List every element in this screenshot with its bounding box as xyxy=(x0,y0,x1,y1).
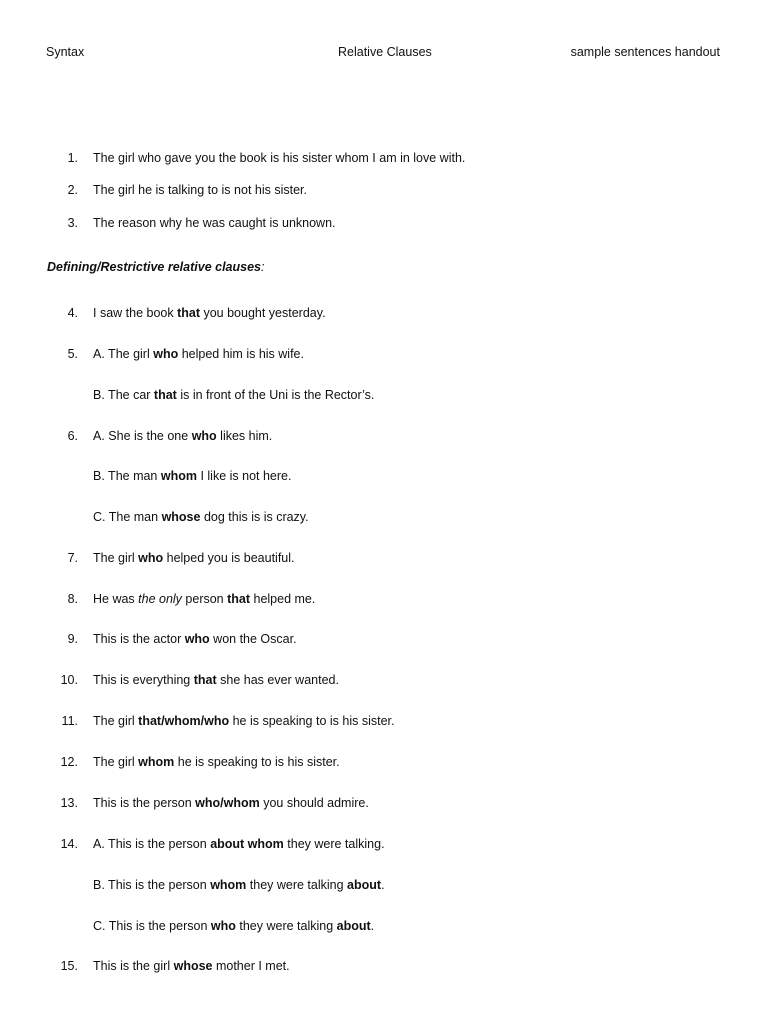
sentence-text xyxy=(93,918,374,934)
sentence-segment: I like is not here. xyxy=(196,469,292,483)
sentence-text xyxy=(93,468,291,484)
sentence-segment: The girl xyxy=(93,714,139,728)
sentence-text xyxy=(93,428,272,444)
header-topic: Relative Clauses xyxy=(338,45,432,59)
sentence-segment: is in front of the Uni is the Rector’s. xyxy=(176,388,375,402)
sentence-segment: they were talking. xyxy=(283,837,385,851)
sentence-segment: A. The girl xyxy=(93,347,154,361)
relative-pronoun: whom xyxy=(138,755,175,769)
sentence-segment: This is everything xyxy=(93,673,194,687)
sentence-segment: she has ever wanted. xyxy=(216,673,339,687)
sentence-segment: mother I met. xyxy=(212,959,290,973)
header-course: Syntax xyxy=(46,45,85,59)
sentence-number: 14. xyxy=(60,837,78,851)
relative-pronoun: that xyxy=(153,388,177,402)
sentence-number: 1. xyxy=(67,151,78,165)
sentence-number: 8. xyxy=(67,592,78,606)
sentence-segment: This is the girl xyxy=(93,959,174,973)
sentence-text xyxy=(93,150,465,166)
sentence-segment: The girl xyxy=(93,755,139,769)
sentence-segment: likes him. xyxy=(216,429,273,443)
sentence-segment: they were talking xyxy=(246,878,348,892)
sentence-text xyxy=(93,754,340,770)
sentence-text xyxy=(93,591,315,607)
sentence-segment: won the Oscar. xyxy=(209,632,297,646)
section-heading xyxy=(47,260,264,274)
sentence-segment: C. This is the person xyxy=(93,919,211,933)
relative-pronoun: that/whom/who xyxy=(138,714,230,728)
sentence-text xyxy=(93,877,385,893)
sentence-segment: This is the actor xyxy=(93,632,185,646)
sentence-segment: The reason why he was caught is unknown. xyxy=(93,216,336,230)
sentence-segment: B. The man xyxy=(93,469,161,483)
sentence-number: 10. xyxy=(60,673,78,687)
relative-pronoun: who xyxy=(191,429,217,443)
sentence-segment: The girl who gave you the book is his sister whom I am in love with. xyxy=(93,151,466,165)
sentence-segment: helped me. xyxy=(250,592,316,606)
sentence-segment: he is speaking to is his sister. xyxy=(174,755,340,769)
sentence-text xyxy=(93,672,339,688)
relative-pronoun: that xyxy=(227,592,251,606)
relative-pronoun: who xyxy=(153,347,179,361)
sentence-text xyxy=(93,958,290,974)
relative-pronoun: that xyxy=(177,306,200,320)
sentence-segment: He was xyxy=(93,592,139,606)
sentence-number: 5. xyxy=(67,347,78,361)
sentence-text xyxy=(93,215,336,231)
sentence-text xyxy=(93,836,385,852)
section-heading-colon: : xyxy=(260,260,265,274)
relative-pronoun: about whom xyxy=(210,837,284,851)
header-doc-type: sample sentences handout xyxy=(570,45,720,59)
sentence-number: 11. xyxy=(61,714,78,728)
relative-pronoun: who xyxy=(184,632,210,646)
sentence-segment: you should admire. xyxy=(259,796,369,810)
emphasis-text: the only xyxy=(138,592,182,606)
sentence-text xyxy=(93,550,295,566)
sentence-segment: dog this is is crazy. xyxy=(200,510,309,524)
sentence-segment: B. This is the person xyxy=(93,878,211,892)
sentence-segment: I saw the book xyxy=(93,306,178,320)
sentence-segment: you bought yesterday. xyxy=(200,306,326,320)
sentence-number: 9. xyxy=(67,632,78,646)
sentence-number: 7. xyxy=(67,551,78,565)
relative-pronoun: whose xyxy=(173,959,213,973)
sentence-text xyxy=(93,713,394,729)
relative-pronoun: who xyxy=(138,551,164,565)
sentence-text xyxy=(93,305,326,321)
sentence-number: 3. xyxy=(67,216,78,230)
sentence-segment: C. The man xyxy=(93,510,162,524)
relative-pronoun: about xyxy=(336,919,371,933)
sentence-number: 15. xyxy=(60,959,78,973)
sentence-number: 4. xyxy=(67,306,78,320)
sentence-segment: . xyxy=(370,919,375,933)
sentence-segment: he is speaking to is his sister. xyxy=(229,714,395,728)
sentence-number: 6. xyxy=(67,429,78,443)
sentence-number: 12. xyxy=(60,755,78,769)
sentence-segment: person xyxy=(181,592,228,606)
relative-pronoun: who/whom xyxy=(195,796,260,810)
sentence-text xyxy=(93,387,374,403)
section-heading-text: Defining/Restrictive relative clauses xyxy=(47,260,261,274)
sentence-text xyxy=(93,795,369,811)
relative-pronoun: whom xyxy=(160,469,197,483)
sentence-segment: they were talking xyxy=(235,919,337,933)
sentence-text xyxy=(93,182,307,198)
sentence-number: 13. xyxy=(60,796,78,810)
sentence-segment: B. The car xyxy=(93,388,154,402)
sentence-text xyxy=(93,509,309,525)
relative-pronoun: whose xyxy=(161,510,201,524)
relative-pronoun: that xyxy=(193,673,217,687)
sentence-text xyxy=(93,631,297,647)
sentence-segment: This is the person xyxy=(93,796,196,810)
sentence-text xyxy=(93,346,304,362)
sentence-segment: helped him is his wife. xyxy=(178,347,304,361)
sentence-segment: The girl he is talking to is not his sister. xyxy=(93,183,307,197)
sentence-segment: A. This is the person xyxy=(93,837,211,851)
sentence-segment: . xyxy=(381,878,385,892)
relative-pronoun: about xyxy=(347,878,382,892)
sentence-segment: helped you is beautiful. xyxy=(163,551,295,565)
sentence-number: 2. xyxy=(67,183,78,197)
relative-pronoun: whom xyxy=(210,878,247,892)
relative-pronoun: who xyxy=(210,919,236,933)
sentence-segment: A. She is the one xyxy=(93,429,192,443)
sentence-segment: The girl xyxy=(93,551,139,565)
